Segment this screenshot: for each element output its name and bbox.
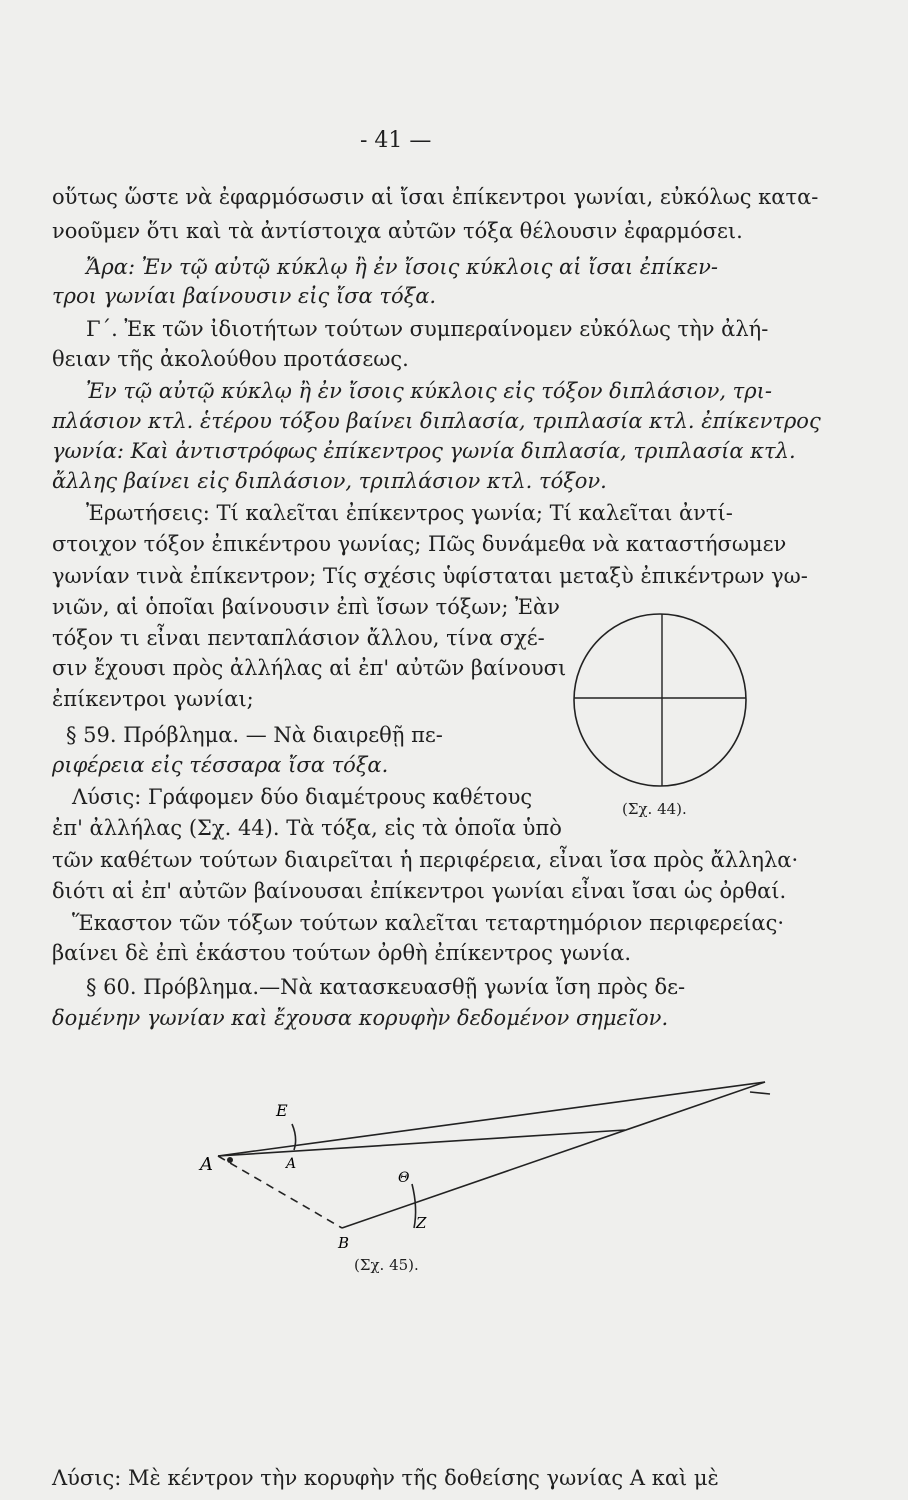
text-line: σιν ἔχουσι πρὸς ἀλλήλας αἱ ἐπ' αὐτῶν βαίνουσι [52, 656, 567, 680]
ray-upper [218, 1082, 765, 1156]
section-heading: § 60. Πρόβλημα.—Νὰ κατασκευασθῇ γωνία ἴση πρὸς δε- [86, 975, 686, 999]
point-label: Ε [276, 1101, 288, 1120]
text-line: ριφέρεια εἰς τέσσαρα ἴσα τόξα. [52, 753, 389, 777]
text-line: Λύσις: Μὲ κέντρον τὴν κορυφὴν τῆς δοθείσης γωνίας Α καὶ μὲ [52, 1466, 719, 1490]
dashed-segment [218, 1156, 342, 1228]
text-line: ἐπ' ἀλλήλας (Σχ. 44). Τὰ τόξα, εἰς τὰ ὁποῖα ὑπὸ [52, 816, 562, 840]
text-line: πλάσιον κτλ. ἑτέρου τόξου βαίνει διπλασία, τριπλασία κτλ. ἐπίκεντρος [52, 409, 821, 433]
point-label: Ζ [416, 1214, 427, 1232]
text-line: στοιχον τόξον ἐπικέντρου γωνίας; Πῶς δυνάμεθα νὰ καταστήσωμεν [52, 532, 787, 556]
figure-45-caption: (Σχ. 45). [354, 1256, 419, 1274]
text-line: ἐπίκεντροι γωνίαι; [52, 687, 254, 711]
text-line: οὕτως ὥστε νὰ ἐφαρμόσωσιν αἱ ἴσαι ἐπίκεντροι γωνίαι, εὐκόλως κατα- [52, 185, 819, 209]
text-line: δομένην γωνίαν καὶ ἔχουσα κορυφὴν δεδομένον σημεῖον. [52, 1006, 669, 1030]
page-number: - 41 — [360, 128, 432, 153]
text-line: Γ΄. Ἐκ τῶν ἰδιοτήτων τούτων συμπεραίνομεν εὐκόλως τὴν ἀλή- [86, 317, 769, 341]
point-label: Β [338, 1234, 350, 1252]
text-line: θειαν τῆς ἀκολούθου προτάσεως. [52, 347, 409, 371]
point-label: Α [286, 1156, 297, 1172]
arc-mark [750, 1092, 770, 1094]
point-dot [227, 1157, 233, 1163]
text-line: Ἄρα: Ἐν τῷ αὐτῷ κύκλῳ ἢ ἐν ἴσοις κύκλοις αἱ ἴσαι ἐπίκεν- [86, 255, 718, 279]
text-line: Ἕκαστον τῶν τόξων τούτων καλεῖται τεταρτημόριον περιφερείας· [72, 911, 785, 935]
text-line: τῶν καθέτων τούτων διαιρεῖται ἡ περιφέρεια, εἶναι ἴσα πρὸς ἄλληλα· [52, 848, 799, 872]
text-line: νιῶν, αἱ ὁποῖαι βαίνουσιν ἐπὶ ἴσων τόξων; Ἐὰν [52, 595, 560, 619]
section-heading: § 59. Πρόβλημα. — Νὰ διαιρεθῇ πε- [66, 723, 443, 747]
figure-44-caption: (Σχ. 44). [622, 800, 687, 818]
point-label: Α [200, 1154, 213, 1175]
ray-second-vertex [342, 1082, 765, 1228]
text-line: γωνίαν τινὰ ἐπίκεντρον; Τίς σχέσις ὑφίσταται μεταξὺ ἐπικέντρων γω- [52, 564, 808, 588]
text-line: γωνία: Καὶ ἀντιστρόφως ἐπίκεντρος γωνία διπλασία, τριπλασία κτλ. [52, 439, 796, 463]
circle [574, 614, 746, 786]
text-line: νοοῦμεν ὅτι καὶ τὰ ἀντίστοιχα αὐτῶν τόξα θέλουσιν ἐφαρμόσει. [52, 219, 743, 243]
text-line: ἄλλης βαίνει εἰς διπλάσιον, τριπλάσιον κτλ. τόξον. [52, 469, 607, 493]
text-line: Λύσις: Γράφομεν δύο διαμέτρους καθέτους [72, 785, 533, 809]
text-line: διότι αἱ ἐπ' αὐτῶν βαίνουσαι ἐπίκεντροι γωνίαι εἶναι ἴσαι ὡς ὀρθαί. [52, 879, 787, 903]
text-line: τροι γωνίαι βαίνουσιν εἰς ἴσα τόξα. [52, 284, 437, 308]
point-label: Θ [398, 1170, 410, 1186]
text-line: Ἐν τῷ αὐτῷ κύκλῳ ἢ ἐν ἴσοις κύκλοις εἰς τόξον διπλάσιον, τρι- [86, 379, 772, 403]
figure-45-angles-diagram [200, 1080, 800, 1280]
text-line: βαίνει δὲ ἐπὶ ἑκάστου τούτων ὀρθὴ ἐπίκεντρος γωνία. [52, 941, 632, 965]
text-line: Ἐρωτήσεις: Τί καλεῖται ἐπίκεντρος γωνία; Τί καλεῖται ἀντί- [86, 501, 733, 525]
figure-44-circle-diagram [570, 610, 750, 790]
text-line: τόξον τι εἶναι πενταπλάσιον ἄλλου, τίνα σχέ- [52, 626, 545, 650]
